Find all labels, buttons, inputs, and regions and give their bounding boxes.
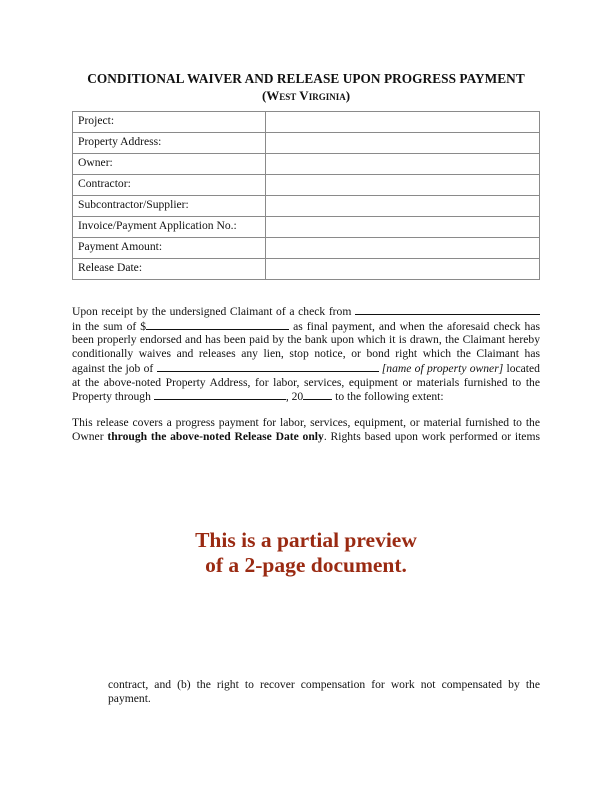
- property-address-field[interactable]: [265, 133, 539, 154]
- paragraph-line-truncated: [72, 430, 540, 444]
- paragraph-line: [72, 319, 540, 334]
- paragraph-line: [72, 389, 540, 404]
- property-address-label: Property Address:: [73, 133, 266, 154]
- year-blank[interactable]: [303, 389, 332, 400]
- continued-text: [108, 678, 540, 705]
- through-date-blank[interactable]: [154, 389, 286, 400]
- project-field[interactable]: [265, 112, 539, 133]
- release-scope-paragraph: [72, 416, 540, 443]
- waiver-paragraph: [72, 304, 540, 404]
- text-segment: , 20: [285, 390, 304, 404]
- paragraph-line: payment.: [108, 691, 151, 705]
- text-segment: as final payment, and when the aforesaid check has: [293, 319, 540, 333]
- text-segment: Owner: [72, 429, 104, 443]
- invoice-number-field[interactable]: [265, 217, 539, 238]
- payment-amount-label: Payment Amount:: [73, 238, 266, 259]
- table-row: [73, 133, 540, 154]
- payment-amount-field[interactable]: [265, 238, 539, 259]
- text-segment: against the job of: [72, 361, 154, 375]
- paragraph-line: contract, and (b) the right to recover compensation for work not compensated by the: [108, 678, 540, 691]
- table-row: [73, 112, 540, 133]
- document-subtitle: (West Virginia): [261, 88, 351, 103]
- preview-notice-line: This is a partial preview: [195, 528, 417, 552]
- subcontractor-supplier-label: Subcontractor/Supplier:: [73, 196, 266, 217]
- document-title: CONDITIONAL WAIVER AND RELEASE UPON PROGRESS PAYMENT: [87, 71, 525, 86]
- text-segment: to the following extent:: [335, 390, 444, 404]
- text-segment: . Rights based upon work performed or items: [323, 429, 540, 443]
- table-row: [73, 196, 540, 217]
- paragraph-line: [72, 304, 540, 319]
- contractor-label: Contractor:: [73, 175, 266, 196]
- paragraph-line: conditionally waives and releases any lien, stop notice, or bond right which the Claimant has: [72, 347, 540, 361]
- table-row: [73, 238, 540, 259]
- info-table: [72, 111, 540, 280]
- truncated-line-remnant: [108, 670, 540, 676]
- text-segment: located: [506, 361, 540, 375]
- table-row: [73, 154, 540, 175]
- sum-amount-blank[interactable]: [146, 319, 289, 330]
- paragraph-line: at the above-noted Property Address, for labor, services, equipment or materials furnished to the: [72, 375, 540, 389]
- project-label: Project:: [73, 112, 266, 133]
- release-date-field[interactable]: [265, 259, 539, 280]
- paragraph-line: This release covers a progress payment for labor, services, equipment, or material furnished to the: [72, 416, 540, 429]
- contractor-field[interactable]: [265, 175, 539, 196]
- job-owner-blank[interactable]: [157, 361, 379, 372]
- table-row: [73, 175, 540, 196]
- partial-preview-notice: [0, 528, 612, 578]
- text-segment: in the sum of $: [72, 319, 147, 333]
- text-segment: Property through: [72, 390, 151, 404]
- table-row: [73, 259, 540, 280]
- invoice-number-label: Invoice/Payment Application No.:: [73, 217, 266, 238]
- paragraph-line: been properly endorsed and has been paid by the bank upon which it is drawn, the Claimant hereby: [72, 333, 540, 347]
- owner-name-hint: [name of property owner]: [381, 361, 504, 375]
- release-date-label: Release Date:: [73, 259, 266, 280]
- payer-name-blank[interactable]: [355, 304, 540, 315]
- text-segment: Upon receipt by the undersigned Claimant of a check from: [72, 305, 352, 318]
- table-row: [73, 217, 540, 238]
- owner-field[interactable]: [265, 154, 539, 175]
- subcontractor-supplier-field[interactable]: [265, 196, 539, 217]
- preview-notice-line: of a 2-page document.: [205, 553, 407, 577]
- paragraph-line: [72, 361, 540, 376]
- owner-label: Owner:: [73, 154, 266, 175]
- text-segment-bold: through the above-noted Release Date only: [107, 429, 324, 443]
